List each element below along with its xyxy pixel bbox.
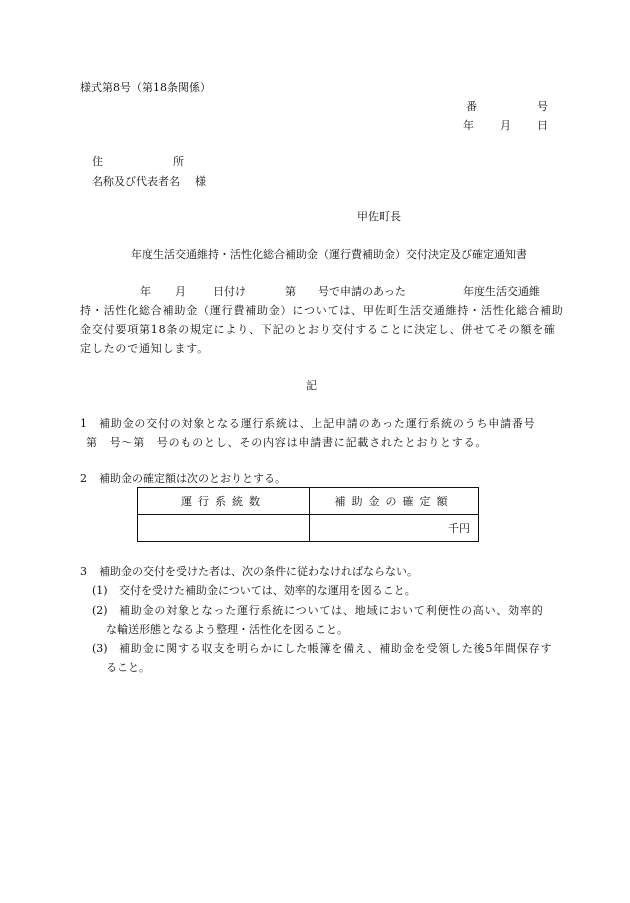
sub1-number: (1) xyxy=(92,584,108,597)
sub2-line-2: な輸送形態となるよう整理・活性化を図ること。 xyxy=(106,623,348,636)
ki-heading: 記 xyxy=(306,379,317,392)
body-line-3: 金交付要項第18条の規定により、下記のとおり交付することに決定し、併せてその額を確 xyxy=(80,323,556,336)
sub3-line-2: ること。 xyxy=(106,661,150,674)
body-line1-tail: 年度生活交通維 xyxy=(463,285,540,298)
body-month: 月 xyxy=(175,285,186,298)
item2-number: 2 xyxy=(80,472,87,485)
recipient-address-label-a: 住 xyxy=(92,155,103,168)
body-year: 年 xyxy=(140,285,151,298)
item3-number: 3 xyxy=(80,565,87,578)
ref-ban: 番 xyxy=(466,100,477,113)
item3-text: 補助金の交付を受けた者は、次の条件に従わなければならない。 xyxy=(99,565,418,578)
body-line-2: 持・活性化総合補助金（運行費補助金）については、甲佐町生活交通維持・活性化総合補助 xyxy=(80,304,564,317)
sub3-number: (3) xyxy=(92,642,108,655)
item1-line-2: 第 号～第 号のものとし、その内容は申請書に記載されたとおりとする。 xyxy=(86,436,488,449)
sender: 甲佐町長 xyxy=(357,210,401,223)
value-confirmed-amount: 千円 xyxy=(310,515,479,542)
value-route-count xyxy=(138,515,310,542)
item2-text: 補助金の確定額は次のとおりとする。 xyxy=(99,472,286,485)
recipient-address-label-b: 所 xyxy=(173,155,184,168)
recipient-honorific: 様 xyxy=(195,175,206,188)
sub3-line-1: 補助金に関する収支を明らかにした帳簿を備え、補助金を受領した後5年間保存す xyxy=(119,642,553,655)
recipient-name-label: 名称及び代表者名 xyxy=(92,175,180,188)
sub1-line-1: 交付を受けた補助金については、効率的な運用を図ること。 xyxy=(119,584,416,597)
amount-table-value-row xyxy=(138,515,479,542)
ref-month: 月 xyxy=(500,119,511,132)
ref-year: 年 xyxy=(463,119,474,132)
body-line-4: 定したので通知します。 xyxy=(80,342,209,355)
item1-line-1: 補助金の交付の対象となる運行系統は、上記申請のあった運行系統のうち申請番号 xyxy=(99,417,536,430)
body-date: 日付け xyxy=(213,285,246,298)
body-dai: 第 xyxy=(285,285,296,298)
ref-go: 号 xyxy=(537,100,548,113)
body-go-text: 号で申請のあった xyxy=(318,285,406,298)
header-route-count: 運行系統数 xyxy=(138,488,310,515)
amount-table-header-row xyxy=(138,488,479,515)
sub2-number: (2) xyxy=(92,604,108,617)
sub2-line-1: 補助金の対象となった運行系統については、地域において利便性の高い、効率的 xyxy=(119,604,544,617)
amount-table xyxy=(137,487,479,542)
document-title: 年度生活交通維持・活性化総合補助金（運行費補助金）交付決定及び確定通知書 xyxy=(131,248,527,261)
header-confirmed-amount: 補助金の確定額 xyxy=(310,488,479,515)
ref-day: 日 xyxy=(537,119,548,132)
form-id: 様式第8号（第18条関係） xyxy=(80,81,211,94)
item1-number: 1 xyxy=(80,417,87,430)
